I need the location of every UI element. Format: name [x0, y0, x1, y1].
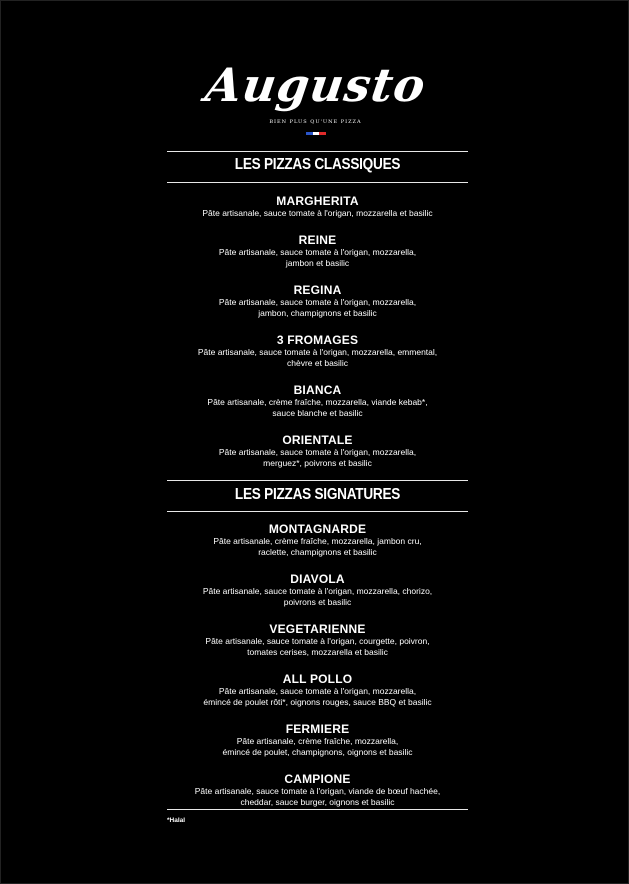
section-title-signatures: LES PIZZAS SIGNATURES	[234, 486, 401, 503]
brand-logo	[1, 57, 629, 135]
item-desc: Pâte artisanale, sauce tomate à l'origan, mozzarella, jambon et basilic	[218, 247, 417, 268]
footer-rule	[167, 809, 468, 810]
item-desc: Pâte artisanale, sauce tomate à l'origan, mozzarella, emmental, chèvre et basilic	[197, 347, 438, 368]
item-name-regina: REGINA	[293, 283, 342, 297]
menu-item	[167, 333, 468, 369]
item-name-campione: CAMPIONE	[284, 772, 351, 786]
item-desc: Pâte artisanale, crème fraîche, mozzarella, viande kebab*, sauce blanche et basilic	[207, 397, 428, 418]
menu-item	[167, 772, 468, 808]
section-title-classiques: LES PIZZAS CLASSIQUES	[234, 156, 401, 173]
item-desc: Pâte artisanale, sauce tomate à l'origan, mozzarella, chorizo, poivrons et basilic	[202, 586, 433, 607]
menu-item	[167, 283, 468, 319]
menu-item	[167, 722, 468, 758]
menu-item	[167, 233, 468, 269]
brand-tagline: BIEN PLUS QU'UNE PIZZA	[269, 119, 362, 125]
item-name-orientale: ORIENTALE	[282, 433, 353, 447]
section-rule-top	[167, 480, 468, 481]
menu-item	[167, 433, 468, 469]
item-desc: Pâte artisanale, sauce tomate à l'origan, mozzarella et basilic	[202, 208, 433, 218]
item-name-fermiere: FERMIERE	[285, 722, 350, 736]
item-desc: Pâte artisanale, sauce tomate à l'origan, courgette, poivron, tomates cerises, mozzarella et basilic	[205, 636, 430, 657]
item-desc: Pâte artisanale, crème fraîche, mozzarella, jambon cru, raclette, champignons et basilic	[213, 536, 422, 557]
menu-item	[167, 672, 468, 708]
signatures-list	[167, 522, 468, 822]
french-flag-icon	[306, 132, 326, 135]
classiques-list	[167, 194, 468, 483]
item-name-3-fromages: 3 FROMAGES	[276, 333, 359, 347]
item-name-all-pollo: ALL POLLO	[282, 672, 353, 686]
menu-item	[167, 383, 468, 419]
menu-item	[167, 194, 468, 219]
item-name-bianca: BIANCA	[293, 383, 342, 397]
item-name-diavola: DIAVOLA	[290, 572, 345, 586]
item-name-margherita: MARGHERITA	[276, 194, 359, 208]
item-name-vegetarienne: VEGETARIENNE	[269, 622, 366, 636]
item-desc: Pâte artisanale, crème fraîche, mozzarella, émincé de poulet, champignons, oignons et basilic	[222, 736, 413, 757]
item-name-reine: REINE	[298, 233, 337, 247]
item-name-montagnarde: MONTAGNARDE	[268, 522, 367, 536]
brand-name: Augusto	[201, 58, 430, 112]
item-desc: Pâte artisanale, sauce tomate à l'origan, mozzarella, merguez*, poivrons et basilic	[218, 447, 417, 468]
menu-item	[167, 622, 468, 658]
footnote-halal: *Halal	[167, 817, 186, 824]
item-desc: Pâte artisanale, sauce tomate à l'origan, viande de bœuf hachée, cheddar, sauce burger, oignons et basilic	[194, 786, 441, 807]
item-desc: Pâte artisanale, sauce tomate à l'origan, mozzarella, jambon, champignons et basilic	[218, 297, 417, 318]
section-rule-bottom	[167, 511, 468, 512]
menu-item	[167, 572, 468, 608]
menu-item	[167, 522, 468, 558]
item-desc: Pâte artisanale, sauce tomate à l'origan, mozzarella, émincé de poulet rôti*, oignons rouges, sauce BBQ et basilic	[203, 686, 432, 707]
section-rule-top	[167, 151, 468, 152]
section-rule-bottom	[167, 182, 468, 183]
